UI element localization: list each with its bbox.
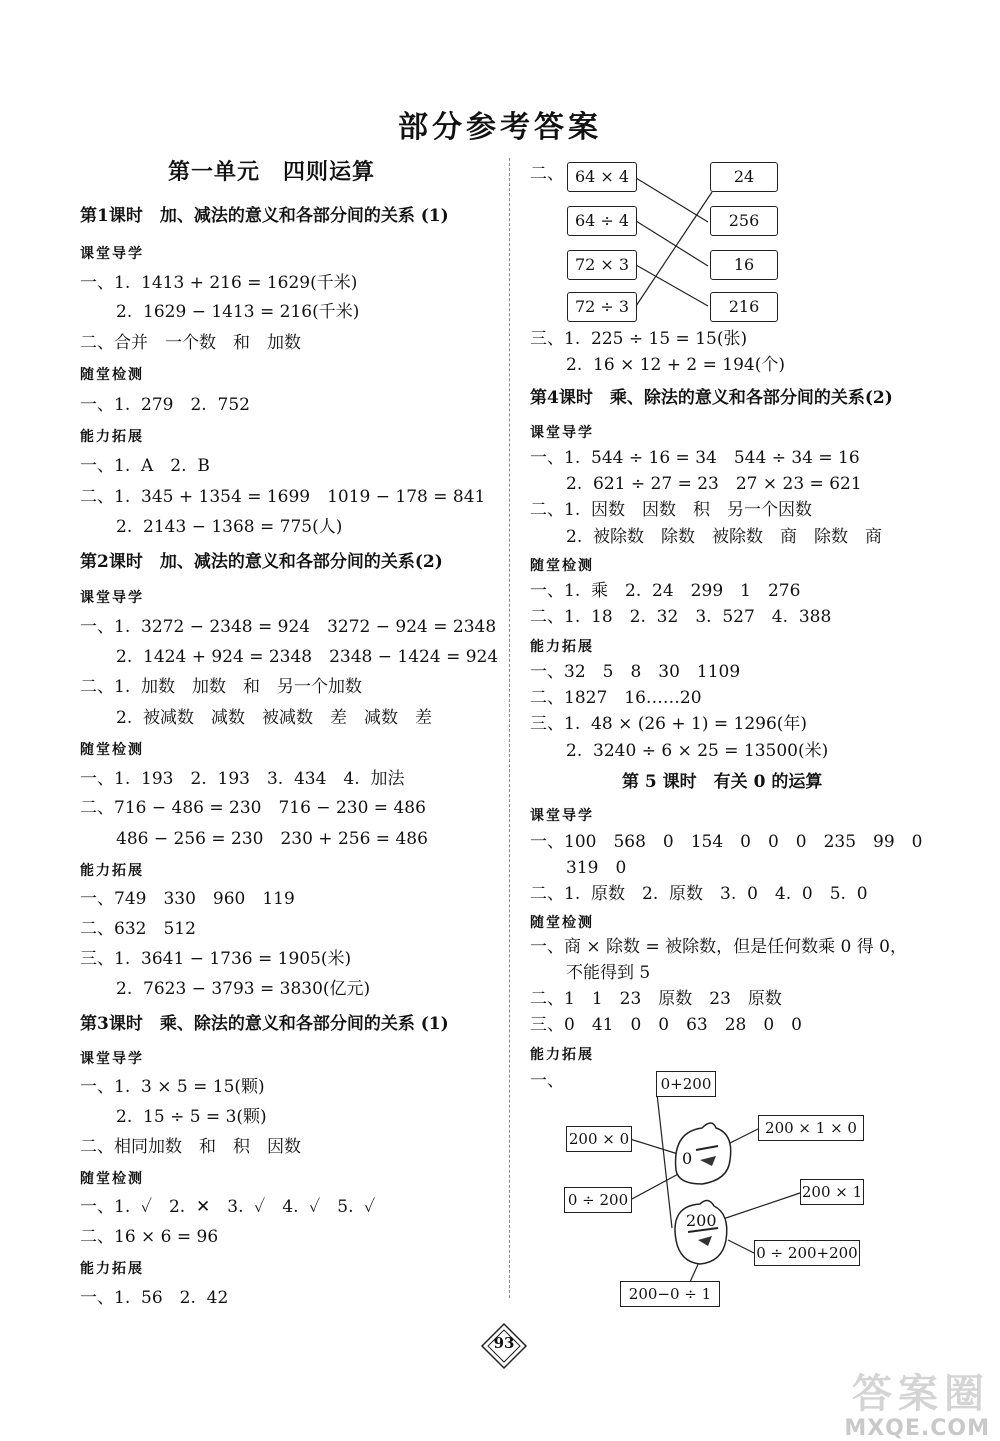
bird-expression-box: 0 ÷ 200	[564, 1187, 632, 1213]
match-left-box: 64 ÷ 4	[567, 206, 637, 236]
bird-expression-box: 200 × 0	[566, 1126, 632, 1152]
section-heading: 随堂检测	[80, 1171, 144, 1187]
section-heading: 随堂检测	[80, 742, 144, 758]
page-number	[480, 1322, 528, 1370]
bird-value: 200	[686, 1211, 717, 1230]
section-heading: 课堂导学	[80, 590, 144, 606]
answer-line: 2. 15 ÷ 5 = 3(颗)	[116, 1107, 267, 1127]
section-heading: 随堂检测	[530, 915, 594, 931]
answer-line: 2. 621 ÷ 27 = 23 27 × 23 = 621	[566, 474, 862, 494]
answer-line: 一、100 568 0 154 0 0 0 235 99 0	[530, 832, 923, 852]
answer-line: 二、1 1 23 原数 23 原数	[530, 989, 782, 1009]
answer-line: 2. 7623 − 3793 = 3830(亿元)	[116, 979, 371, 999]
answer-line: 三、1. 225 ÷ 15 = 15(张)	[530, 329, 748, 349]
unit-heading: 第一单元 四则运算	[168, 159, 376, 185]
section-heading: 能力拓展	[530, 639, 594, 655]
section-heading: 课堂导学	[530, 425, 594, 441]
answer-line: 二、相同加数 和 积 因数	[80, 1137, 301, 1157]
section-heading: 随堂检测	[530, 558, 594, 574]
bird-expression-box: 0 ÷ 200+200	[754, 1240, 860, 1266]
lesson-2-heading: 第2课时 加、减法的意义和各部分间的关系(2)	[80, 552, 443, 572]
match-right-box: 24	[710, 162, 778, 192]
bird-expression-box: 200 × 1	[800, 1179, 864, 1205]
bird-expression-box: 200 × 1 × 0	[758, 1115, 864, 1141]
answer-line: 一、1. 乘 2. 24 299 1 276	[530, 581, 801, 601]
page-title: 部分参考答案	[398, 110, 602, 145]
section-heading: 课堂导学	[80, 1051, 144, 1067]
section-heading: 能力拓展	[530, 1047, 594, 1063]
watermark-logo: 答案圈	[852, 1371, 990, 1417]
answer-line: 2. 1424 + 924 = 2348 2348 − 1424 = 924	[116, 647, 499, 667]
section-heading: 能力拓展	[80, 1261, 144, 1277]
answer-line: 2. 1629 − 1413 = 216(千米)	[116, 302, 360, 322]
answer-line: 2. 3240 ÷ 6 × 25 = 13500(米)	[566, 741, 829, 761]
match-left-box: 72 ÷ 3	[567, 292, 637, 322]
answer-line: 二、1. 18 2. 32 3. 527 4. 388	[530, 607, 832, 627]
answer-line: 一、1. 3 × 5 = 15(颗)	[80, 1077, 265, 1097]
answer-line: 二、16 × 6 = 96	[80, 1227, 219, 1247]
answer-line: 二、716 − 486 = 230 716 − 230 = 486	[80, 798, 426, 818]
match-right-box: 256	[710, 206, 778, 236]
answer-line: 二、1. 345 + 1354 = 1699 1019 − 178 = 841	[80, 487, 486, 507]
bird-value: 0	[682, 1149, 693, 1168]
answer-line: 三、0 41 0 0 63 28 0 0	[530, 1015, 802, 1035]
answer-line: 二、合并 一个数 和 加数	[80, 333, 301, 353]
answer-line: 二、1. 加数 加数 和 另一个加数	[80, 677, 363, 697]
bird-expression-box: 0+200	[656, 1071, 716, 1097]
answer-line: 一、1. ✓ 2. ✕ 3. ✓ 4. ✓ 5. ✓	[80, 1197, 376, 1217]
answer-line: 一、32 5 8 30 1109	[530, 662, 741, 682]
match-right-box: 216	[710, 292, 778, 322]
match-right-box: 16	[710, 250, 778, 280]
section-heading: 能力拓展	[80, 863, 144, 879]
answer-line: 2. 16 × 12 + 2 = 194(个)	[566, 355, 785, 375]
answer-line: 一、1. 1413 + 216 = 1629(千米)	[80, 273, 358, 293]
lesson-4-heading: 第4课时 乘、除法的意义和各部分间的关系(2)	[530, 388, 893, 408]
lesson-1-heading: 第1课时 加、减法的意义和各部分间的关系 (1)	[80, 206, 449, 226]
answer-line: 一、1. 279 2. 752	[80, 395, 250, 415]
answer-line: 一、1. 56 2. 42	[80, 1288, 229, 1308]
section-heading: 随堂检测	[80, 367, 144, 383]
section-heading: 课堂导学	[80, 246, 144, 262]
answer-line: 486 − 256 = 230 230 + 256 = 486	[116, 829, 428, 849]
section-heading: 能力拓展	[80, 429, 144, 445]
answer-line: 一、	[530, 1071, 564, 1091]
match-left-box: 64 × 4	[567, 162, 637, 192]
watermark-url: MXQE.COM	[844, 1416, 990, 1441]
answer-line: 2. 2143 − 1368 = 775(人)	[116, 517, 343, 537]
answer-line: 二、	[530, 164, 564, 184]
answer-line: 三、1. 3641 − 1736 = 1905(米)	[80, 949, 352, 969]
answer-line: 一、1. A 2. B	[80, 456, 210, 476]
answer-line: 319 0	[566, 858, 627, 878]
page-number-text: 93	[493, 1334, 515, 1352]
answer-line: 二、1. 因数 因数 积 另一个因数	[530, 500, 813, 520]
watermark	[800, 1372, 990, 1441]
lesson-5-heading: 第 5 课时 有关 0 的运算	[622, 772, 823, 792]
answer-line: 一、749 330 960 119	[80, 889, 295, 909]
match-left-box: 72 × 3	[567, 250, 637, 280]
answer-line: 2. 被除数 除数 被除数 商 除数 商	[566, 527, 883, 547]
answer-line: 一、1. 3272 − 2348 = 924 3272 − 924 = 2348	[80, 617, 497, 637]
answer-line: 二、632 512	[80, 919, 196, 939]
answer-line: 一、1. 544 ÷ 16 = 34 544 ÷ 34 = 16	[530, 448, 860, 468]
lesson-3-heading: 第3课时 乘、除法的意义和各部分间的关系 (1)	[80, 1014, 449, 1034]
answer-line: 二、1827 16……20	[530, 688, 702, 708]
answer-line: 不能得到 5	[566, 963, 651, 983]
answer-line: 一、1. 193 2. 193 3. 434 4. 加法	[80, 769, 405, 789]
answer-line: 二、1. 原数 2. 原数 3. 0 4. 0 5. 0	[530, 884, 868, 904]
bird-expression-box: 200−0 ÷ 1	[620, 1281, 720, 1307]
answer-line: 一、商 × 除数 = 被除数，但是任何数乘 0 得 0，	[530, 937, 907, 957]
answer-line: 2. 被减数 减数 被减数 差 减数 差	[116, 708, 433, 728]
answer-line: 三、1. 48 × (26 + 1) = 1296(年)	[530, 714, 808, 734]
section-heading: 课堂导学	[530, 808, 594, 824]
